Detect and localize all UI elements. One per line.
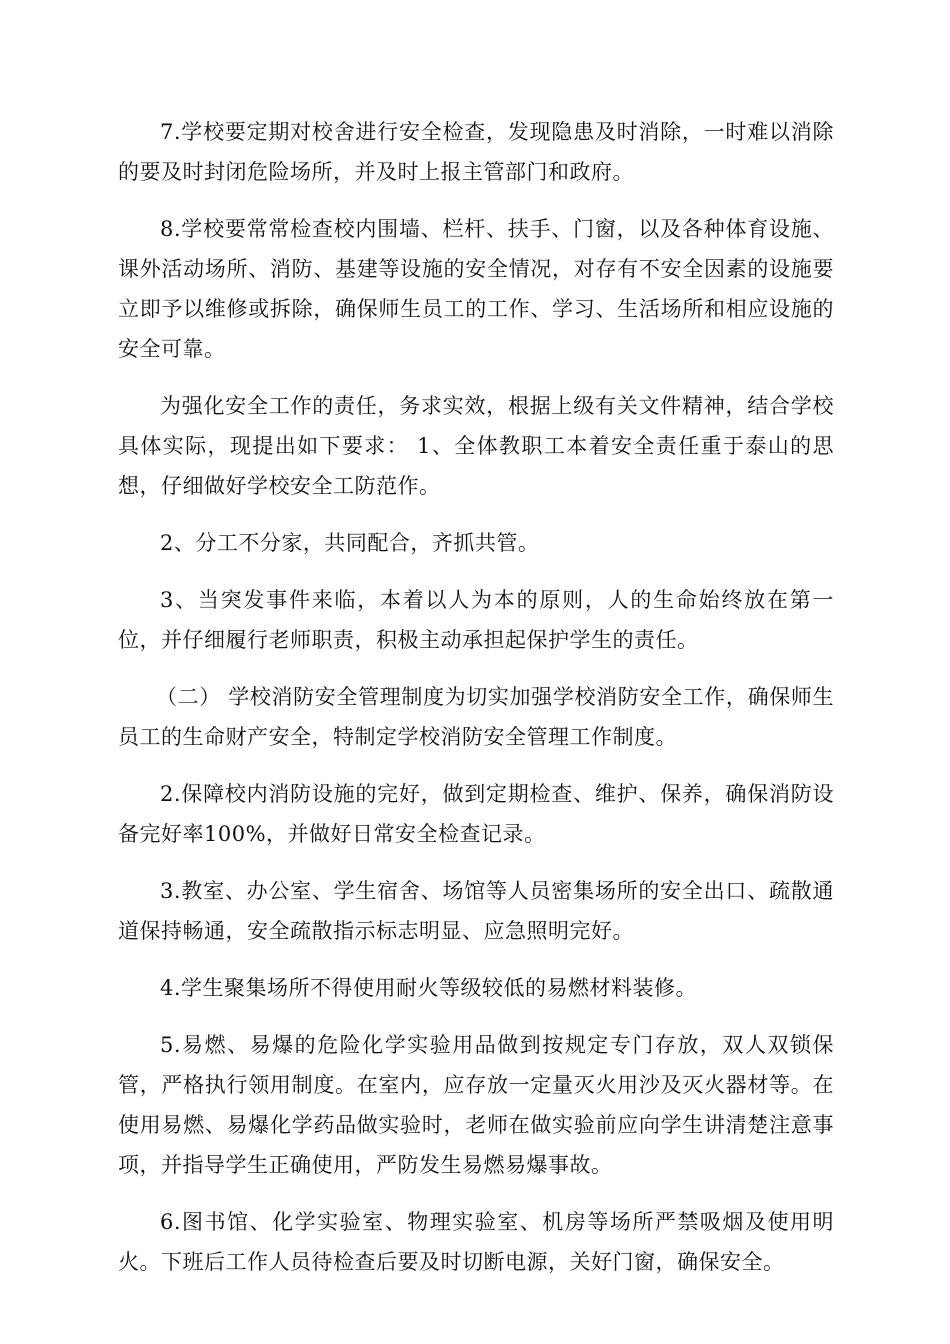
paragraph-fire-item-3: 3.教室、办公室、学生宿舍、场馆等人员密集场所的安全出口、疏散通道保持畅通，安全疏散指示标志明显、应急照明完好。 <box>118 879 834 943</box>
paragraph-section-fire-safety: （二） 学校消防安全管理制度为切实加强学校消防安全工作，确保师生员工的生命财产安全，特制定学校消防安全管理工作制度。 <box>118 685 834 749</box>
paragraph-requirement-3: 3、当突发事件来临，本着以人为本的原则，人的生命始终放在第一位，并仔细履行老师职责，积极主动承担起保护学生的责任。 <box>118 588 834 652</box>
paragraph-fire-item-4: 4.学生聚集场所不得使用耐火等级较低的易燃材料装修。 <box>160 976 698 1000</box>
document-page <box>118 112 834 1299</box>
paragraph-fire-item-6: 6.图书馆、化学实验室、物理实验室、机房等场所严禁吸烟及使用明火。下班后工作人员待检查后要及时切断电源，关好门窗，确保安全。 <box>118 1210 834 1274</box>
paragraph-fire-item-2: 2.保障校内消防设施的完好，做到定期检查、维护、保养，确保消防设备完好率100%，并做好日常安全检查记录。 <box>118 782 834 846</box>
paragraph-requirements-intro: 为强化安全工作的责任，务求实效，根据上级有关文件精神，结合学校具体实际，现提出如下要求： 1、全体教职工本着安全责任重于泰山的思想，仔细做好学校安全工防范作。 <box>118 394 834 498</box>
paragraph-requirement-2: 2、分工不分家，共同配合，齐抓共管。 <box>160 531 540 555</box>
paragraph-fire-item-5: 5.易燃、易爆的危险化学实验用品做到按规定专门存放，双人双锁保管，严格执行领用制度。在室内，应存放一定量灭火用沙及灭火器材等。在使用易燃、易爆化学药品做实验时，老师在做实验前应向学生讲清楚注意事项，并指导学生正确使用，严防发生易燃易爆事故。 <box>118 1033 834 1177</box>
paragraph-item-8: 8.学校要常常检查校内围墙、栏杆、扶手、门窗，以及各种体育设施、课外活动场所、消防、基建等设施的安全情况，对存有不安全因素的设施要立即予以维修或拆除，确保师生员工的工作、学习、生活场所和相应设施的安全可靠。 <box>118 217 834 361</box>
paragraph-item-7: 7.学校要定期对校舍进行安全检查，发现隐患及时消除，一时难以消除的要及时封闭危险场所，并及时上报主管部门和政府。 <box>118 120 834 184</box>
